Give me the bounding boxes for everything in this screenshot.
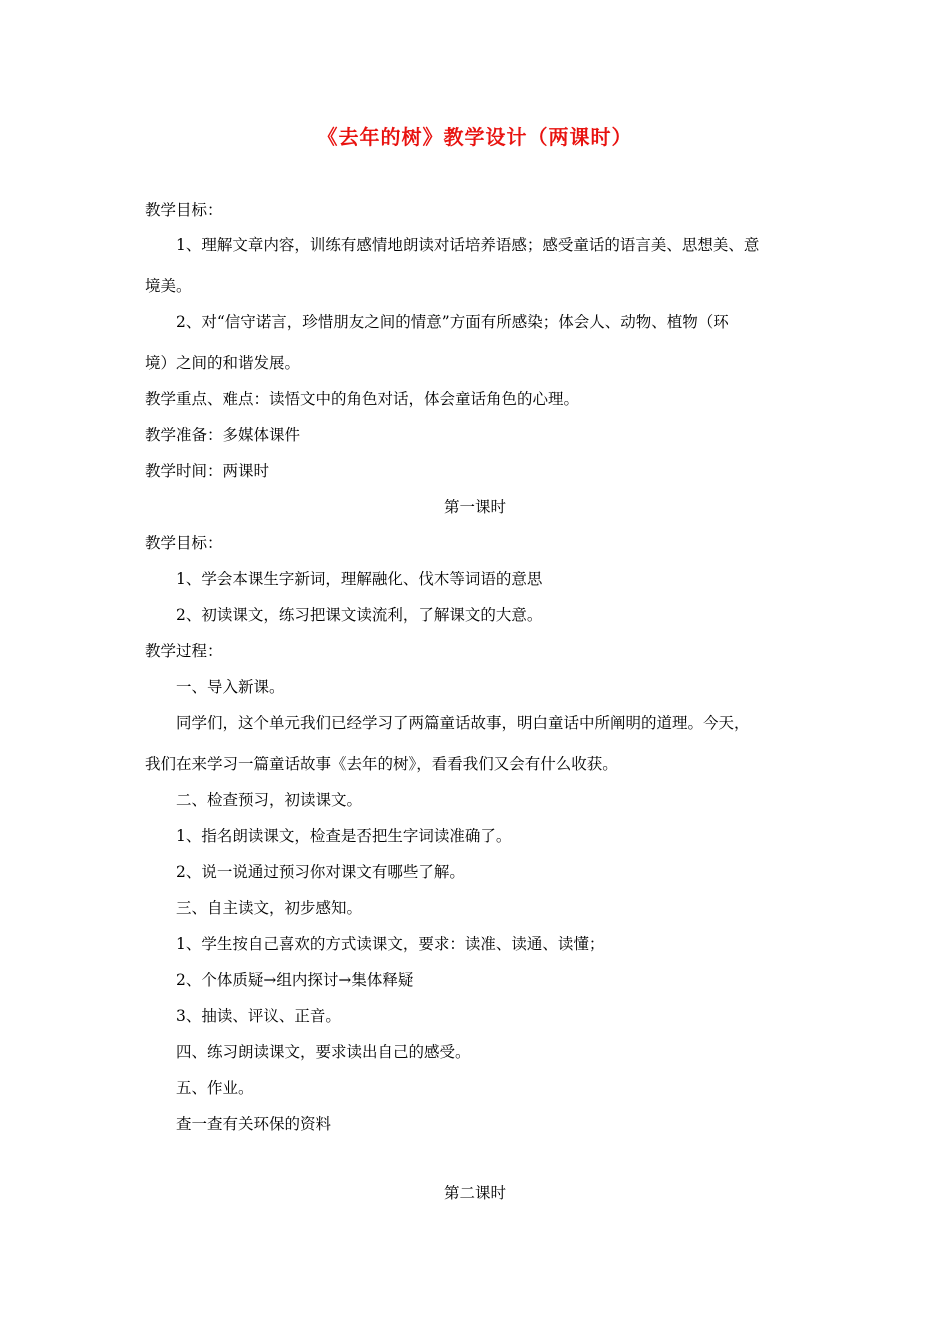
homework-text: 查一查有关环保的资料 [176,1115,332,1133]
step-4-heading: 四、练习朗读课文，要求读出自己的感受。 [176,1043,471,1061]
step-2-item-2: 2、说一说通过预习你对课文有哪些了解。 [176,863,465,881]
step-3-item-1: 1、学生按自己喜欢的方式读课文，要求：读准、读通、读懂； [176,935,605,953]
document-title: 《去年的树》教学设计（两课时） [317,125,633,149]
step-3-heading: 三、自主读文，初步感知。 [176,899,363,917]
lesson-1-heading: 第一课时 [443,498,506,516]
step-3-item-2: 2、个体质疑→组内探讨→集体释疑 [176,971,414,989]
step-1-text-line-2: 我们在来学习一篇童话故事《去年的树》，看看我们又会有什么收获。 [145,755,618,773]
goal-2-line-2: 境）之间的和谐发展。 [145,354,301,372]
goal-1-line-2: 境美。 [145,277,192,295]
duration: 教学时间：两课时 [145,462,270,480]
step-1-text-line-1: 同学们，这个单元我们已经学习了两篇童话故事，明白童话中所阐明的道理。今天， [176,714,750,732]
lesson-1-goal-1: 1、学会本课生字新词，理解融化、伐木等词语的意思 [176,570,543,588]
preparation: 教学准备：多媒体课件 [145,426,301,444]
lesson-2-heading: 第二课时 [443,1184,506,1202]
key-points: 教学重点、难点：读悟文中的角色对话，体会童话角色的心理。 [145,390,580,408]
goal-2-line-1: 2、对“信守诺言，珍惜朋友之间的情意”方面有所感染；体会人、动物、植物（环 [176,313,729,331]
process-label: 教学过程： [145,642,223,660]
step-3-item-3: 3、抽读、评议、正音。 [176,1007,341,1025]
lesson-1-goals-label: 教学目标： [145,534,223,552]
section-label-goals: 教学目标： [145,201,223,219]
step-1-heading: 一、导入新课。 [176,678,285,696]
goal-1-line-1: 1、理解文章内容，训练有感情地朗读对话培养语感；感受童话的语言美、思想美、意 [176,236,760,254]
step-2-item-1: 1、指名朗读课文，检查是否把生字词读准确了。 [176,827,512,845]
step-2-heading: 二、检查预习，初读课文。 [176,791,363,809]
step-5-heading: 五、作业。 [176,1079,254,1097]
lesson-1-goal-2: 2、初读课文，练习把课文读流利，了解课文的大意。 [176,606,543,624]
